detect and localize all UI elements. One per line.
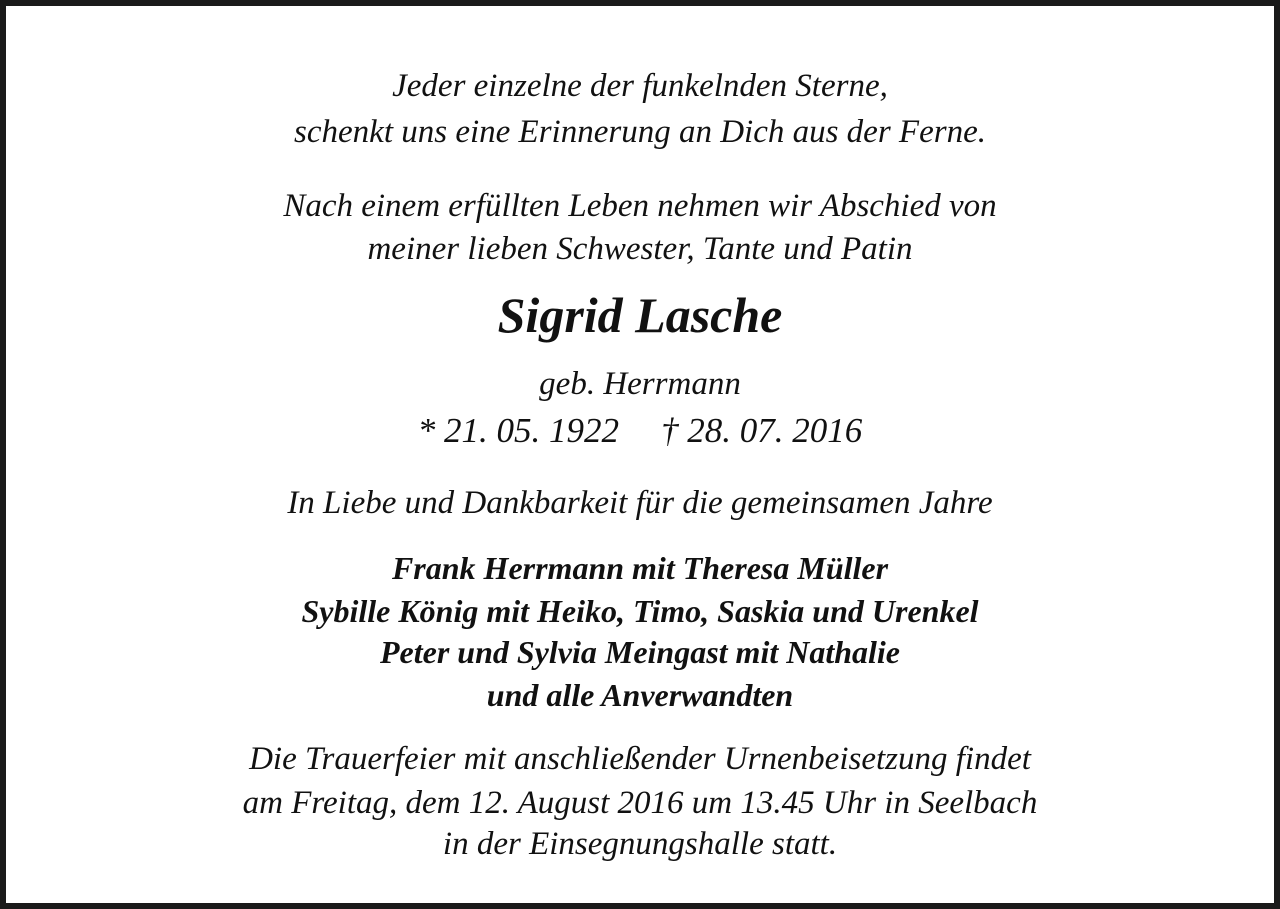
life-dates [6, 413, 1274, 448]
poem-line-2: schenkt uns eine Erinnerung an Dich aus der Ferne. [294, 114, 986, 150]
notice-line-3: in der Einsegnungshalle statt. [442, 826, 838, 862]
mourner-line-3: Peter und Sylvia Meingast mit Nathalie [379, 634, 900, 670]
dedication: In Liebe und Dankbarkeit für die gemeinsamen Jahre [287, 485, 993, 521]
notice-line-2: am Freitag, dem 12. August 2016 um 13.45 Uhr in Seelbach [242, 785, 1038, 821]
mourner-line-2: Sybille König mit Heiko, Timo, Saskia und Urenkel [301, 593, 979, 629]
birth-date: * 21. 05. 1922 [417, 411, 619, 450]
intro-line-2: meiner lieben Schwester, Tante und Patin [367, 231, 913, 267]
deceased-name: Sigrid Lasche [497, 287, 783, 343]
poem-line-1: Jeder einzelne der funkelnden Sterne, [392, 68, 888, 104]
mourner-line-1: Frank Herrmann mit Theresa Müller [391, 550, 889, 586]
birth-name: geb. Herrmann [539, 366, 741, 402]
death-date: † 28. 07. 2016 [661, 411, 863, 450]
notice-line-1: Die Trauerfeier mit anschließender Urnenbeisetzung findet [249, 741, 1031, 777]
intro-line-1: Nach einem erfüllten Leben nehmen wir Abschied von [283, 188, 997, 224]
mourner-line-4: und alle Anverwandten [486, 677, 794, 713]
